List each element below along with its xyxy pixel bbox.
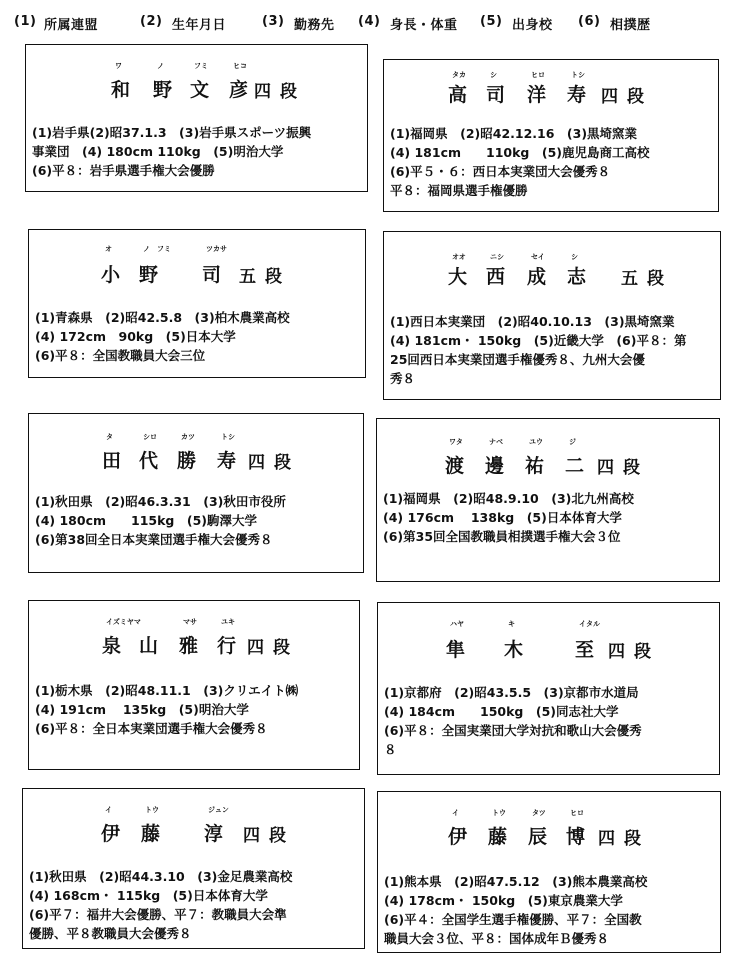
- legend-num-6: (6): [578, 14, 601, 29]
- profile-line: (6)平８：全国教職員大会三位: [35, 348, 206, 363]
- wrestler-name-char: 辰: [528, 826, 548, 848]
- profile-line: ８: [384, 742, 397, 757]
- furigana-reading: オ: [105, 245, 112, 253]
- legend-label-employer: 勤務先: [294, 18, 335, 33]
- wrestler-card: [28, 229, 366, 378]
- furigana-reading: ユキ: [221, 618, 235, 626]
- wrestler-name-char: 大: [448, 266, 468, 288]
- rank-label: 四段: [601, 87, 653, 107]
- furigana-reading: イズミヤマ: [106, 618, 141, 626]
- wrestler-name-char: 淳: [204, 823, 224, 845]
- wrestler-name-char: 西: [486, 266, 506, 288]
- furigana-reading: タ: [106, 433, 113, 441]
- furigana-reading: タツ: [532, 809, 546, 817]
- wrestler-card: [383, 231, 721, 400]
- legend-num-5: (5): [480, 14, 503, 29]
- profile-line: (6)第38回全日本実業団選手権大会優秀８: [35, 532, 273, 547]
- profile-line: (4) 191cm 135kg (5)明治大学: [35, 702, 249, 717]
- legend-label-height-weight: 身長・体重: [390, 18, 458, 33]
- legend-num-2: (2): [140, 14, 163, 29]
- furigana-reading: セイ: [531, 253, 545, 261]
- profile-line: (1)秋田県 (2)昭46.3.31 (3)秋田市役所: [35, 494, 286, 509]
- wrestler-name-char: 小: [101, 264, 121, 286]
- furigana-reading: イ: [105, 806, 112, 814]
- furigana-reading: イ: [452, 809, 459, 817]
- wrestler-name-char: 寿: [567, 84, 587, 106]
- wrestler-name-char: 勝: [177, 450, 197, 472]
- profile-line: (6)平８：全国実業団大学対抗和歌山大会優秀: [384, 723, 642, 738]
- wrestler-name-char: 二: [565, 455, 585, 477]
- furigana-reading: イタル: [579, 620, 600, 628]
- furigana-reading: トシ: [571, 71, 585, 79]
- furigana-reading: トシ: [221, 433, 235, 441]
- profile-line: (4) 178cm・ 150kg (5)東京農業大学: [384, 893, 623, 908]
- furigana-reading: シ: [571, 253, 578, 261]
- wrestler-name-char: 伊: [448, 826, 468, 848]
- furigana-reading: ジ: [569, 438, 576, 446]
- furigana-reading: ノ: [157, 62, 164, 70]
- profile-line: (1)西日本実業団 (2)昭40.10.13 (3)黒埼窯業: [390, 314, 675, 329]
- profile-line: (4) 181cm・ 150kg (5)近畿大学 (6)平８：第: [390, 333, 687, 348]
- rank-label: 四段: [598, 829, 650, 849]
- wrestler-name-char: 志: [567, 266, 587, 288]
- wrestler-name-char: 野: [153, 79, 173, 101]
- furigana-reading: カツ: [181, 433, 195, 441]
- wrestler-card: [383, 59, 719, 212]
- wrestler-name-char: 田: [102, 450, 122, 472]
- furigana-reading: ハヤ: [450, 620, 464, 628]
- wrestler-name-char: 隼: [446, 639, 466, 661]
- wrestler-name-char: 和: [111, 79, 131, 101]
- wrestler-name-char: 祐: [525, 455, 545, 477]
- profile-line: (4) 172cm 90kg (5)日本大学: [35, 329, 236, 344]
- wrestler-card: [377, 791, 721, 953]
- wrestler-name-char: 藤: [488, 826, 508, 848]
- legend-label-affiliation: 所属連盟: [44, 18, 99, 33]
- profile-line: (6)平５・６：西日本実業団大会優秀８: [390, 164, 611, 179]
- profile-line: (1)秋田県 (2)昭44.3.10 (3)金足農業高校: [29, 869, 293, 884]
- wrestler-name-char: 成: [527, 266, 547, 288]
- legend-num-3: (3): [262, 14, 285, 29]
- furigana-reading: フミ: [157, 245, 171, 253]
- wrestler-card: [25, 44, 368, 192]
- legend-label-sumo-history: 相撲歴: [610, 18, 651, 33]
- profile-line: (6)平４：全国学生選手権優勝、平７：全国教: [384, 912, 642, 927]
- wrestler-name-char: 野: [139, 264, 159, 286]
- profile-line: (6)平８：岩手県選手権大会優勝: [32, 163, 215, 178]
- wrestler-name-char: 伊: [101, 823, 121, 845]
- furigana-reading: シ: [490, 71, 497, 79]
- furigana-reading: ヒロ: [570, 809, 584, 817]
- wrestler-card: [28, 600, 360, 770]
- furigana-reading: ツカサ: [206, 245, 227, 253]
- furigana-reading: キ: [508, 620, 515, 628]
- furigana-reading: ヒコ: [233, 62, 247, 70]
- wrestler-name-char: 洋: [527, 84, 547, 106]
- wrestler-name-char: 博: [566, 826, 586, 848]
- profile-line: 平８：福岡県選手権優勝: [390, 183, 528, 198]
- furigana-reading: トウ: [492, 809, 506, 817]
- profile-line: (6)平８：全日本実業団選手権大会優秀８: [35, 721, 268, 736]
- rank-label: 四段: [248, 453, 300, 473]
- furigana-reading: ワタ: [449, 438, 463, 446]
- wrestler-card: [376, 418, 720, 582]
- wrestler-name-char: 邊: [485, 455, 505, 477]
- profile-line: (1)青森県 (2)昭42.5.8 (3)柏木農業高校: [35, 310, 290, 325]
- furigana-reading: ワ: [115, 62, 122, 70]
- furigana-reading: マサ: [183, 618, 197, 626]
- profile-line: (1)熊本県 (2)昭47.5.12 (3)熊本農業高校: [384, 874, 648, 889]
- profile-line: (1)京都府 (2)昭43.5.5 (3)京都市水道局: [384, 685, 639, 700]
- rank-label: 四段: [247, 638, 299, 658]
- wrestler-name-char: 藤: [141, 823, 161, 845]
- wrestler-card: [377, 602, 720, 775]
- wrestler-name-char: 渡: [445, 455, 465, 477]
- profile-line: 職員大会３位、平８：国体成年Ｂ優秀８: [384, 931, 610, 946]
- wrestler-name-char: 山: [139, 635, 159, 657]
- furigana-reading: オオ: [452, 253, 466, 261]
- rank-label: 五段: [239, 267, 291, 287]
- furigana-reading: ユウ: [529, 438, 543, 446]
- wrestler-card: [28, 413, 364, 573]
- legend-label-school: 出身校: [512, 18, 553, 33]
- wrestler-name-char: 彦: [229, 79, 249, 101]
- profile-line: 25回西日本実業団選手権優秀８、九州大会優: [390, 352, 645, 367]
- profile-line: 秀８: [390, 371, 416, 386]
- wrestler-name-char: 寿: [217, 450, 237, 472]
- profile-line: (4) 184cm 150kg (5)同志社大学: [384, 704, 619, 719]
- wrestler-name-char: 泉: [102, 635, 122, 657]
- profile-line: (4) 176cm 138kg (5)日本体育大学: [383, 510, 622, 525]
- profile-line: (1)栃木県 (2)昭48.11.1 (3)クリエイト㈱: [35, 683, 299, 698]
- furigana-reading: ナベ: [489, 438, 503, 446]
- profile-line: (1)福岡県 (2)昭42.12.16 (3)黒埼窯業: [390, 126, 638, 141]
- rank-label: 四段: [243, 826, 295, 846]
- profile-line: (6)第35回全国教職員相撲選手権大会３位: [383, 529, 621, 544]
- rank-label: 四段: [254, 82, 306, 102]
- profile-line: 優勝、平８教職員大会優秀８: [29, 926, 192, 941]
- profile-line: (4) 180cm 115kg (5)駒澤大学: [35, 513, 257, 528]
- profile-line: (1)福岡県 (2)昭48.9.10 (3)北九州高校: [383, 491, 634, 506]
- profile-line: (4) 168cm・ 115kg (5)日本体育大学: [29, 888, 268, 903]
- legend-num-1: (1): [14, 14, 37, 29]
- furigana-reading: ジュン: [208, 806, 229, 814]
- furigana-reading: ニシ: [490, 253, 504, 261]
- wrestler-name-char: 至: [575, 639, 595, 661]
- furigana-reading: シロ: [143, 433, 157, 441]
- furigana-reading: トウ: [145, 806, 159, 814]
- wrestler-name-char: 木: [504, 639, 524, 661]
- wrestler-name-char: 雅: [179, 635, 199, 657]
- legend-label-birthdate: 生年月日: [172, 18, 227, 33]
- wrestler-name-char: 司: [202, 264, 222, 286]
- profile-line: (6)平７：福井大会優勝、平７：教職員大会準: [29, 907, 287, 922]
- wrestler-name-char: 司: [486, 84, 506, 106]
- rank-label: 五段: [621, 269, 673, 289]
- rank-label: 四段: [597, 458, 649, 478]
- profile-line: 事業団 (4) 180cm 110kg (5)明治大学: [32, 144, 284, 159]
- wrestler-name-char: 代: [139, 450, 159, 472]
- legend-num-4: (4): [358, 14, 381, 29]
- legend-row: [0, 0, 730, 40]
- profile-line: (4) 181cm 110kg (5)鹿児島商工高校: [390, 145, 650, 160]
- furigana-reading: ヒロ: [531, 71, 545, 79]
- rank-label: 四段: [608, 642, 660, 662]
- profile-line: (1)岩手県(2)昭37.1.3 (3)岩手県スポーツ振興: [32, 125, 312, 140]
- furigana-reading: タカ: [452, 71, 466, 79]
- furigana-reading: ノ: [143, 245, 150, 253]
- wrestler-name-char: 文: [190, 79, 210, 101]
- wrestler-card: [22, 788, 365, 949]
- wrestler-name-char: 行: [217, 635, 237, 657]
- wrestler-name-char: 高: [448, 84, 468, 106]
- furigana-reading: フミ: [194, 62, 208, 70]
